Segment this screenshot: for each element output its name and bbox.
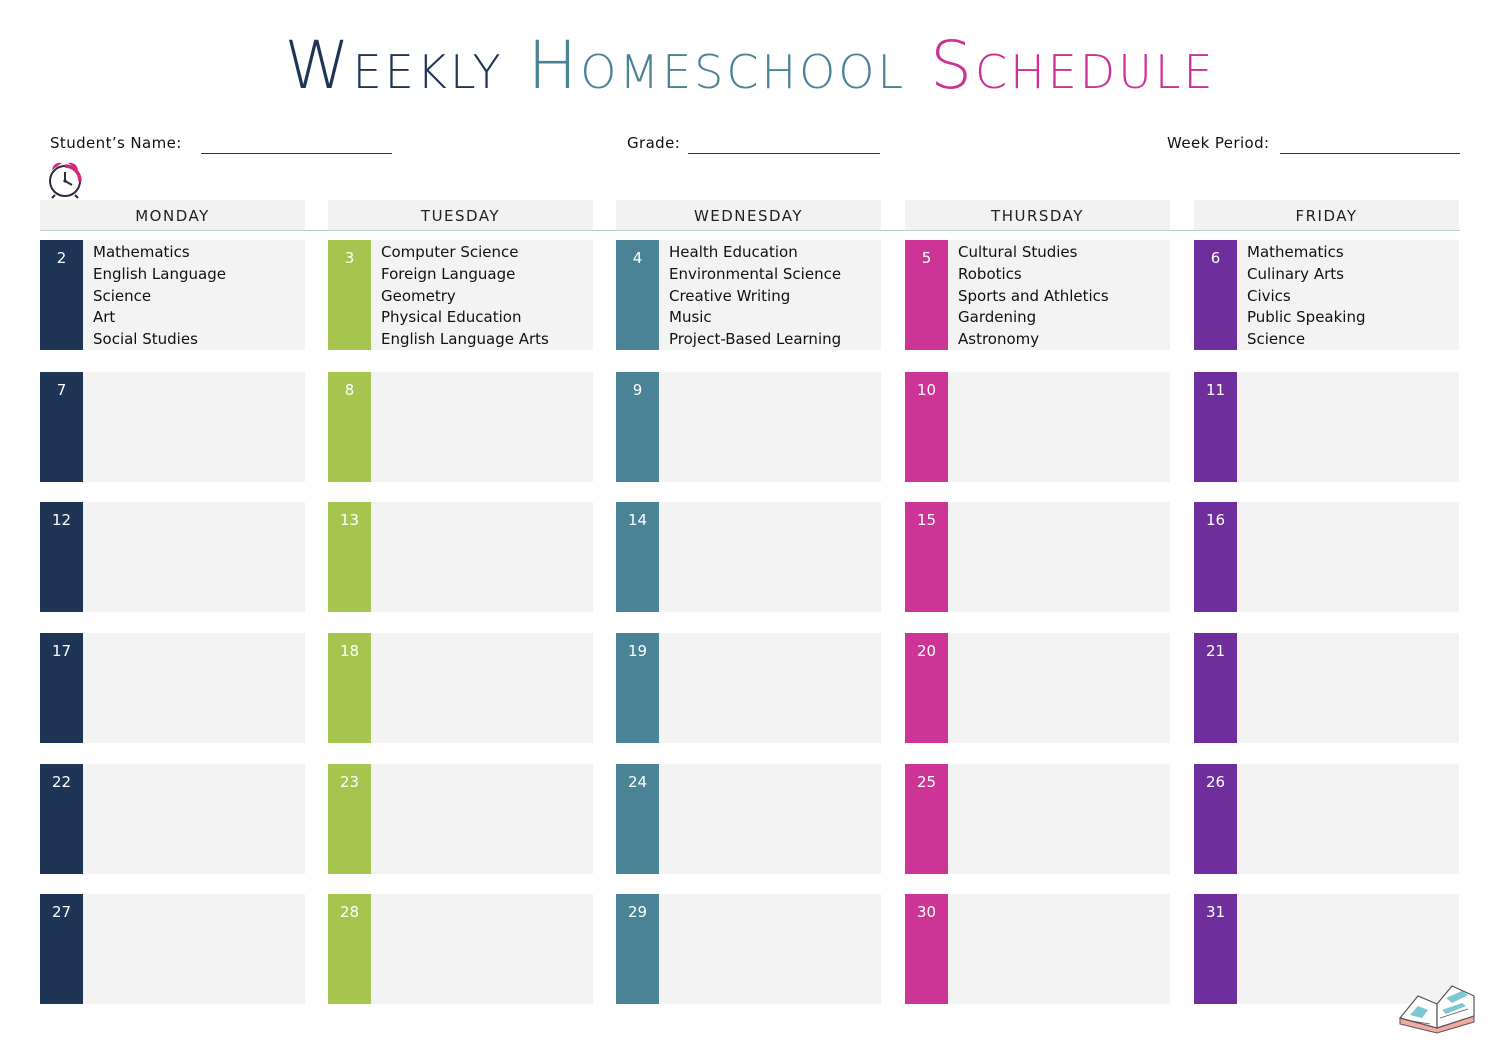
- date-bar: [40, 372, 83, 482]
- date-number: 20: [916, 642, 937, 660]
- date-bar: [616, 372, 659, 482]
- subject-item: Robotics: [958, 264, 1022, 283]
- date-bar: [1194, 502, 1237, 612]
- day-cell-wednesday[interactable]: [616, 372, 881, 482]
- student-name-field[interactable]: [201, 153, 392, 154]
- day-cell-wednesday[interactable]: [616, 502, 881, 612]
- subject-item: Mathematics: [93, 243, 190, 261]
- day-cell-monday[interactable]: [40, 633, 305, 743]
- date-bar: [328, 633, 371, 743]
- date-number: 13: [339, 511, 360, 529]
- day-cell-wednesday[interactable]: [616, 764, 881, 874]
- date-number: 21: [1205, 642, 1226, 660]
- date-number: 30: [916, 903, 937, 921]
- subject-list: [93, 242, 226, 351]
- date-number: 12: [51, 511, 72, 529]
- day-cell-thursday[interactable]: [905, 894, 1170, 1004]
- day-cell-tuesday[interactable]: [328, 372, 593, 482]
- date-bar: [328, 372, 371, 482]
- date-number: 25: [916, 773, 937, 791]
- day-cell-wednesday[interactable]: [616, 894, 881, 1004]
- header-divider: [40, 230, 1460, 231]
- day-cell-monday[interactable]: [40, 894, 305, 1004]
- day-cell-thursday[interactable]: [905, 240, 1170, 350]
- day-cell-friday[interactable]: [1194, 502, 1459, 612]
- day-cell-monday[interactable]: [40, 502, 305, 612]
- date-bar: [616, 633, 659, 743]
- day-header-monday: MONDAY: [40, 200, 305, 230]
- subject-list: [958, 242, 1109, 351]
- date-number: 23: [339, 773, 360, 791]
- alarm-clock-icon: [44, 158, 86, 200]
- date-bar: [40, 502, 83, 612]
- subject-item: Civics: [1247, 286, 1291, 305]
- title-part-schedule: Schedule: [930, 27, 1216, 104]
- date-number: 27: [51, 903, 72, 921]
- day-cell-tuesday[interactable]: [328, 894, 593, 1004]
- subject-item: Public Speaking: [1247, 308, 1366, 327]
- date-number: 19: [627, 642, 648, 660]
- subject-item: Gardening: [958, 308, 1037, 327]
- date-number: 11: [1205, 381, 1226, 399]
- date-number: 16: [1205, 511, 1226, 529]
- date-number: 2: [56, 249, 67, 267]
- subject-list: [1247, 242, 1366, 351]
- date-bar: [616, 764, 659, 874]
- date-bar: [40, 633, 83, 743]
- date-bar: [905, 372, 948, 482]
- day-cell-tuesday[interactable]: [328, 240, 593, 350]
- date-bar: [40, 894, 83, 1004]
- date-number: 18: [339, 642, 360, 660]
- date-number: 7: [56, 381, 67, 399]
- date-bar: [905, 633, 948, 743]
- date-bar: [616, 502, 659, 612]
- date-bar: [905, 894, 948, 1004]
- date-number: 17: [51, 642, 72, 660]
- grade-field[interactable]: [688, 153, 880, 154]
- subject-item: English Language: [93, 264, 226, 283]
- day-cell-friday[interactable]: [1194, 372, 1459, 482]
- day-cell-monday[interactable]: [40, 764, 305, 874]
- date-number: 24: [627, 773, 648, 791]
- subject-item: Culinary Arts: [1247, 264, 1344, 283]
- open-book-icon: [1396, 982, 1478, 1034]
- day-cell-wednesday[interactable]: [616, 633, 881, 743]
- grade-label: Grade:: [627, 134, 681, 152]
- date-number: 4: [632, 249, 643, 267]
- day-cell-thursday[interactable]: [905, 372, 1170, 482]
- title-part-homeschool: Homeschool: [527, 27, 907, 104]
- subject-item: Creative Writing: [669, 286, 791, 305]
- date-number: 6: [1210, 249, 1221, 267]
- date-number: 22: [51, 773, 72, 791]
- week-period-label: Week Period:: [1167, 134, 1270, 152]
- subject-item: Environmental Science: [669, 264, 842, 283]
- day-cell-thursday[interactable]: [905, 502, 1170, 612]
- subject-list: [381, 242, 549, 351]
- date-number: 10: [916, 381, 937, 399]
- day-cell-thursday[interactable]: [905, 764, 1170, 874]
- date-bar: [40, 240, 83, 350]
- day-header-tuesday: TUESDAY: [328, 200, 593, 230]
- date-number: 29: [627, 903, 648, 921]
- subject-item: Science: [93, 286, 152, 305]
- subject-item: Astronomy: [958, 330, 1040, 349]
- subject-item: Science: [1247, 330, 1306, 349]
- subject-list: [669, 242, 841, 351]
- subject-item: Computer Science: [381, 243, 519, 261]
- date-number: 8: [344, 381, 355, 399]
- date-number: 14: [627, 511, 648, 529]
- subject-item: English Language Arts: [381, 330, 549, 349]
- date-bar: [616, 240, 659, 350]
- page-title: [0, 27, 1500, 104]
- subject-item: Mathematics: [1247, 243, 1344, 261]
- title-part-weekly: Weekly: [284, 27, 504, 104]
- subject-item: Physical Education: [381, 308, 522, 327]
- date-bar: [1194, 372, 1237, 482]
- date-bar: [328, 894, 371, 1004]
- date-bar: [1194, 633, 1237, 743]
- date-bar: [1194, 894, 1237, 1004]
- date-bar: [40, 764, 83, 874]
- subject-item: Geometry: [381, 286, 456, 305]
- subject-item: Art: [93, 308, 116, 327]
- day-cell-friday[interactable]: [1194, 240, 1459, 350]
- date-number: 9: [632, 381, 643, 399]
- date-bar: [328, 240, 371, 350]
- date-bar: [616, 894, 659, 1004]
- date-bar: [328, 502, 371, 612]
- day-header-thursday: THURSDAY: [905, 200, 1170, 230]
- day-cell-friday[interactable]: [1194, 764, 1459, 874]
- subject-item: Cultural Studies: [958, 243, 1078, 261]
- subject-item: Social Studies: [93, 330, 198, 349]
- day-cell-monday[interactable]: [40, 372, 305, 482]
- day-cell-tuesday[interactable]: [328, 764, 593, 874]
- date-number: 28: [339, 903, 360, 921]
- day-cell-monday[interactable]: [40, 240, 305, 350]
- date-bar: [1194, 764, 1237, 874]
- day-header-wednesday: WEDNESDAY: [616, 200, 881, 230]
- subject-item: Health Education: [669, 243, 798, 261]
- subject-item: Project-Based Learning: [669, 330, 842, 349]
- subject-item: Foreign Language: [381, 264, 516, 283]
- day-cell-friday[interactable]: [1194, 633, 1459, 743]
- date-number: 3: [344, 249, 355, 267]
- student-name-label: Student’s Name:: [50, 134, 182, 152]
- day-cell-thursday[interactable]: [905, 633, 1170, 743]
- date-bar: [1194, 240, 1237, 350]
- subject-item: Sports and Athletics: [958, 286, 1109, 305]
- day-cell-tuesday[interactable]: [328, 502, 593, 612]
- day-cell-wednesday[interactable]: [616, 240, 881, 350]
- date-bar: [905, 764, 948, 874]
- date-number: 5: [921, 249, 932, 267]
- date-number: 26: [1205, 773, 1226, 791]
- date-number: 15: [916, 511, 937, 529]
- subject-item: Music: [669, 308, 712, 327]
- day-header-friday: FRIDAY: [1194, 200, 1459, 230]
- date-bar: [905, 502, 948, 612]
- date-number: 31: [1205, 903, 1226, 921]
- day-cell-tuesday[interactable]: [328, 633, 593, 743]
- date-bar: [905, 240, 948, 350]
- date-bar: [328, 764, 371, 874]
- week-period-field[interactable]: [1280, 153, 1460, 154]
